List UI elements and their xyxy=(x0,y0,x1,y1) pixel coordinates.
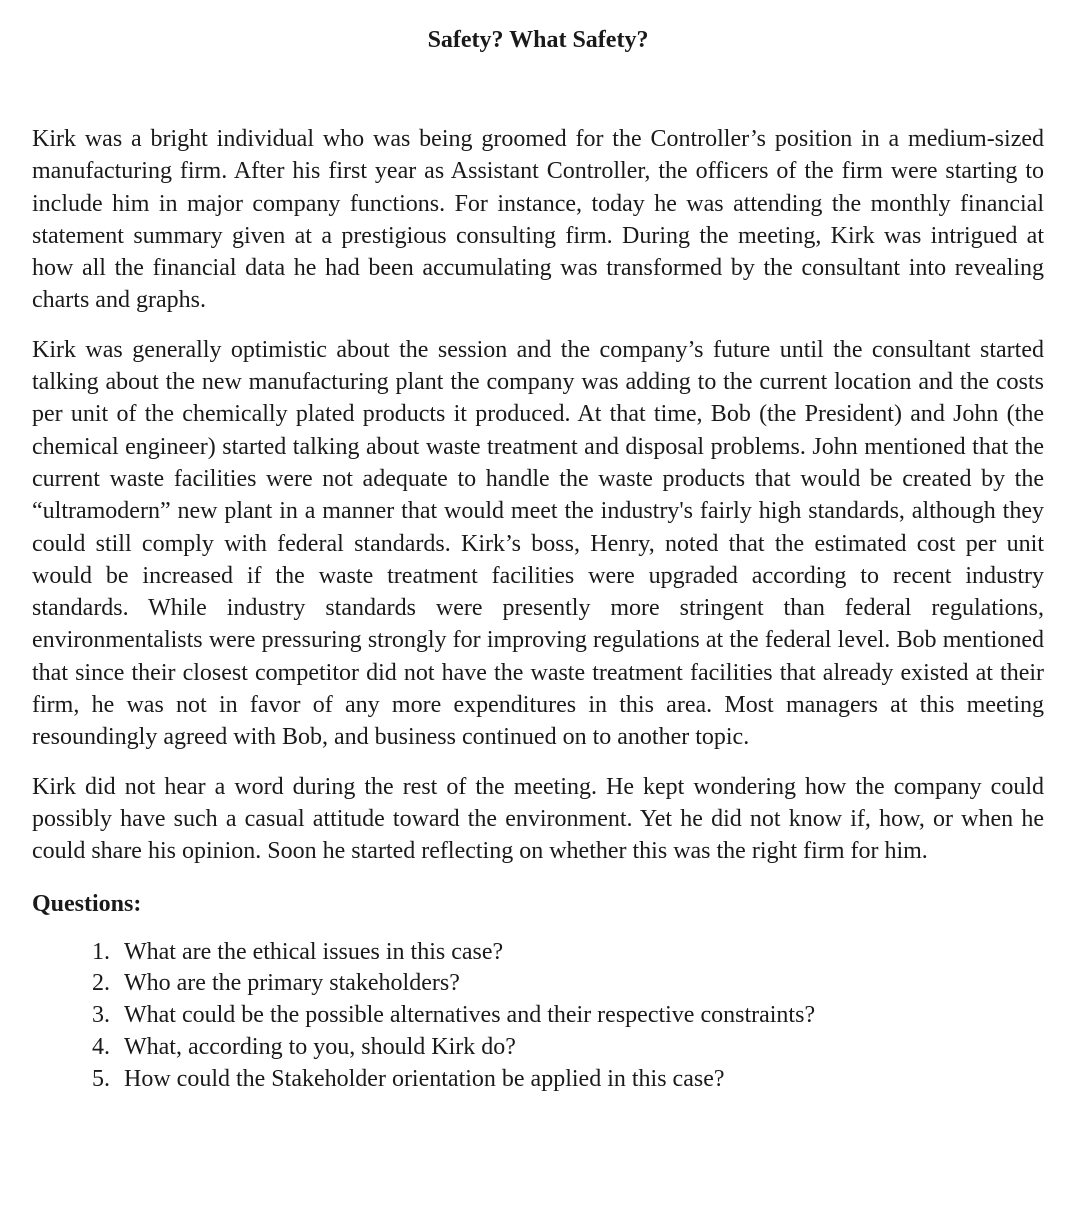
document-title: Safety? What Safety? xyxy=(427,27,649,53)
question-number: 1. xyxy=(92,938,110,965)
paragraph-2: Kirk was generally optimistic about the session and the company’s future until the consultant started talking about the new manufacturing plant the company was adding to the current location and the costs per unit of the chemically plated products it produced. At that time, Bob (the President) and John (the chemical engineer) started talking about waste treatment and disposal problems. John mentioned that the current waste facilities were not adequate to handle the waste products that would be created by the “ultramodern” new plant in a manner that would meet the industry's fairly high standards, although they could still comply with federal standards. Kirk’s boss, Henry, noted that the estimated cost per unit would be increased if the waste treatment facilities were upgraded according to recent industry standards. While industry standards were presently more stringent than federal regulations, environmentalists were pressuring strongly for improving regulations at the federal level. Bob mentioned that since their closest competitor did not have the waste treatment facilities that already existed at their firm, he was not in favor of any more expenditures in this area. Most managers at this meeting resoundingly agreed with Bob, and business continued on to another topic. xyxy=(32,336,1044,751)
question-number: 2. xyxy=(92,970,110,997)
paragraph-1: Kirk was a bright individual who was being groomed for the Controller’s position in a medium-sized manufacturing firm. After his first year as Assistant Controller, the officers of the firm were starting to include him in major company functions. For instance, today he was attending the monthly financial statement summary given at a prestigious consulting firm. During the meeting, Kirk was intrigued at how all the financial data he had been accumulating was transformed by the consultant into revealing charts and graphs. xyxy=(32,126,1044,314)
question-text: What could be the possible alternatives and their respective constraints? xyxy=(124,1002,816,1029)
question-text: Who are the primary stakeholders? xyxy=(124,970,460,997)
question-item xyxy=(32,1000,1044,1032)
document-page xyxy=(32,22,1044,1096)
question-item xyxy=(32,1032,1044,1064)
question-number: 4. xyxy=(92,1033,110,1060)
question-item xyxy=(32,968,1044,1000)
question-text: How could the Stakeholder orientation be applied in this case? xyxy=(124,1065,725,1092)
question-number: 5. xyxy=(92,1065,110,1092)
question-text: What are the ethical issues in this case? xyxy=(124,938,504,965)
question-item xyxy=(32,1064,1044,1096)
questions-heading: Questions: xyxy=(32,890,142,917)
paragraph-3: Kirk did not hear a word during the rest of the meeting. He kept wondering how the company could possibly have such a casual attitude toward the environment. Yet he did not know if, how, or when he could share his opinion. Soon he started reflecting on whether this was the right firm for him. xyxy=(32,773,1044,865)
question-item xyxy=(32,937,1044,969)
questions-list xyxy=(32,937,1044,1096)
question-text: What, according to you, should Kirk do? xyxy=(124,1033,516,1060)
question-number: 3. xyxy=(92,1002,110,1029)
